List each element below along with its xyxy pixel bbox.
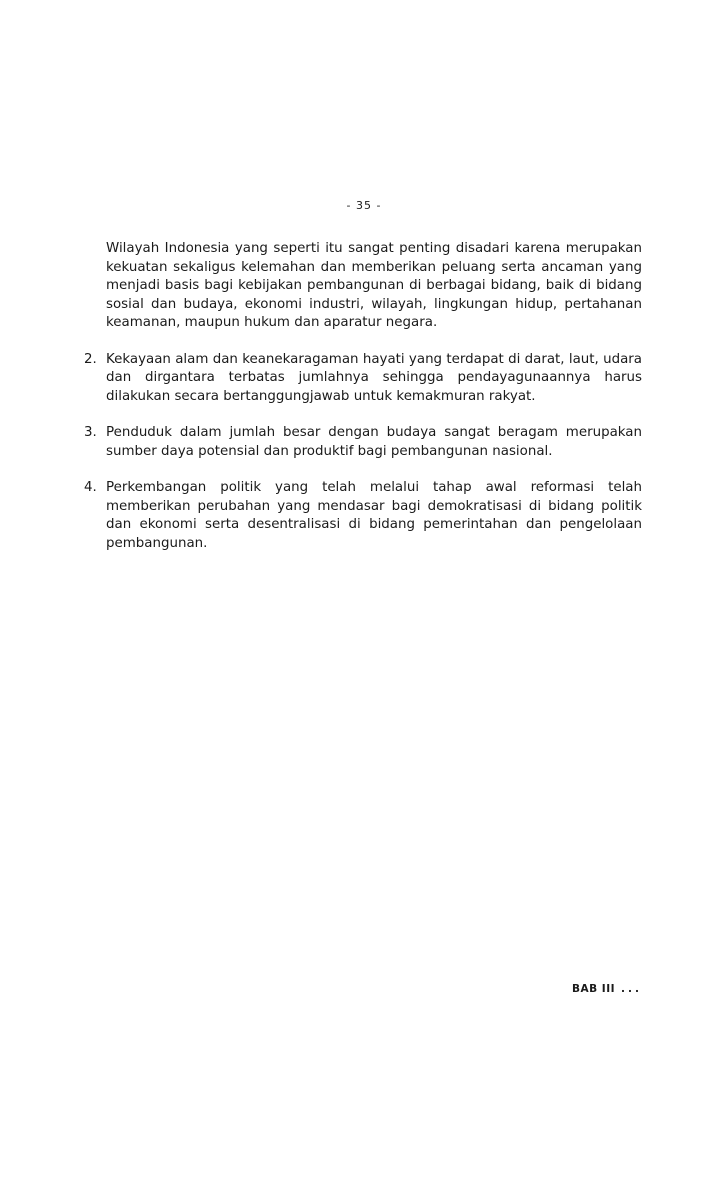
- document-body: [84, 240, 642, 571]
- list-item-number: 4.: [84, 480, 97, 495]
- next-section-reference: [572, 983, 642, 995]
- intro-paragraph: Wilayah Indonesia yang seperti itu sangat penting disadari karena merupakan kekuatan sekaligus kelemahan dan memberikan peluang serta ancaman yang menjadi basis bagi kebijakan pembangunan di berbagai bidang, baik di bidang sosial dan budaya, ekonomi industri, wilayah, lingkungan hidup, pertahanan keamanan, maupun hukum dan aparatur negara.: [106, 241, 642, 330]
- page-number: - 35 -: [346, 199, 382, 212]
- list-item-text: Kekayaan alam dan keanekaragaman hayati yang terdapat di darat, laut, udara dan dirgantara terbatas jumlahnya sehingga pendayagunaannya harus dilakukan secara bertanggungjawab untuk kemakmuran rakyat.: [106, 351, 642, 404]
- list-item: [84, 424, 642, 461]
- list-item: [84, 479, 642, 553]
- list-item: [84, 351, 642, 407]
- continuation-dots: ...: [621, 983, 642, 995]
- list-item-text: Penduduk dalam jumlah besar dengan budaya sangat beragam merupakan sumber daya potensial dan produktif bagi pembangunan nasional.: [106, 425, 642, 459]
- list-item-number: 2.: [84, 351, 97, 367]
- next-section-label: BAB III: [572, 983, 616, 995]
- list-item-text: Perkembangan politik yang telah melalui tahap awal reformasi telah memberikan perubahan yang mendasar bagi demokratisasi di bidang politik dan ekonomi serta desentralisasi di bidang pemerintahan dan pengelolaan pembangunan.: [106, 480, 642, 551]
- list-item-number: 3.: [84, 425, 97, 440]
